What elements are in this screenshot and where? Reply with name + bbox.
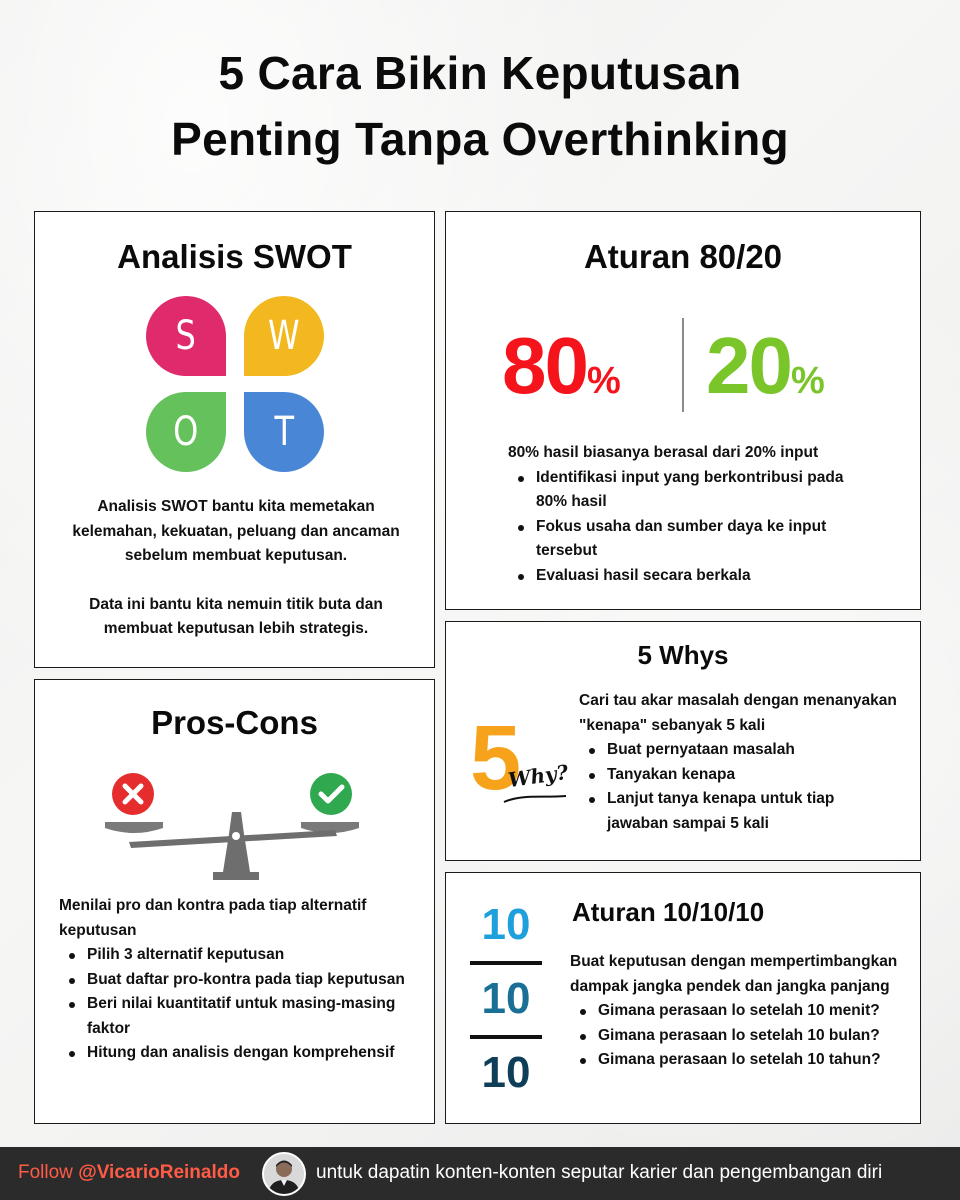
five-whys-underline: [502, 792, 572, 806]
ten-divider-2: [470, 1035, 542, 1039]
balance-scale-icon: [105, 772, 365, 884]
swot-letter-w: W: [268, 313, 300, 359]
swot-card: [34, 211, 435, 668]
five-whys-bullet: Buat pernyataan masalah: [579, 738, 899, 763]
pros-cons-list: [59, 943, 409, 1066]
pct-20-number: 20: [706, 321, 791, 410]
swot-heading: Analisis SWOT: [117, 238, 352, 275]
five-whys-number: 5: [470, 707, 519, 809]
pct-20-sign: %: [790, 360, 825, 402]
rule-101010-bullet: Gimana perasaan lo setelah 10 bulan?: [570, 1024, 910, 1049]
footer-bar: [0, 1147, 960, 1200]
rule-101010-heading: Aturan 10/10/10: [572, 897, 765, 927]
rule-101010-bullet: Gimana perasaan lo setelah 10 menit?: [570, 999, 910, 1024]
five-whys-heading: 5 Whys: [637, 640, 729, 670]
avatar: [262, 1152, 306, 1196]
swot-tile-o: [146, 392, 226, 472]
five-whys-bullet: Lanjut tanya kenapa untuk tiap jawaban sampai 5 kali: [579, 787, 899, 836]
swot-description: [71, 495, 401, 642]
pros-cons-description: [59, 894, 409, 1066]
swot-paragraph-1: Analisis SWOT bantu kita memetakan kelemahan, kekuatan, peluang dan ancaman sebelum membuat keputusan.: [72, 498, 400, 564]
swot-diagram: [146, 296, 326, 472]
five-whys-bullet: Tanyakan kenapa: [579, 763, 899, 788]
rule-8020-heading: Aturan 80/20: [583, 238, 783, 275]
page-title-line-1: 5 Cara Bikin Keputusan: [218, 47, 742, 99]
rule-8020-bullet: Identifikasi input yang berkontribusi pada 80% hasil: [508, 466, 868, 515]
five-whys-description: [579, 689, 899, 836]
rule-8020-list: [508, 466, 868, 589]
rule-101010-list: [570, 999, 910, 1073]
footer-follow: [18, 1162, 240, 1184]
ten-number-1: 10: [481, 900, 531, 949]
page-title-line-2: Penting Tanpa Overthinking: [171, 113, 789, 165]
pros-cons-intro: Menilai pro dan kontra pada tiap alternatif keputusan: [59, 897, 367, 939]
swot-letter-o: O: [173, 409, 199, 455]
swot-tile-w: [244, 296, 324, 376]
pros-cons-bullet: Hitung dan analisis dengan komprehensif: [59, 1041, 409, 1066]
footer-handle[interactable]: @VicarioReinaldo: [78, 1162, 240, 1183]
five-whys-list: [579, 738, 899, 836]
five-whys-card: [445, 621, 921, 861]
swot-letter-s: S: [175, 313, 197, 359]
rule-101010-intro: Buat keputusan dengan mempertimbangkan dampak jangka pendek dan jangka panjang: [570, 953, 898, 995]
pct-80-number: 80: [502, 321, 587, 410]
pros-cons-card: [34, 679, 435, 1124]
five-whys-intro: Cari tau akar masalah dengan menanyakan "kenapa" sebanyak 5 kali: [579, 692, 897, 734]
pros-cons-bullet: Pilih 3 alternatif keputusan: [59, 943, 409, 968]
swot-letter-t: T: [274, 409, 294, 455]
rule-8020-intro: 80% hasil biasanya berasal dari 20% input: [508, 444, 819, 461]
rule-8020-bullet: Evaluasi hasil secara berkala: [508, 564, 868, 589]
ten-number-3: 10: [481, 1048, 531, 1097]
pct-80: [502, 321, 621, 421]
five-whys-icon: [468, 707, 570, 810]
footer-tagline: untuk dapatin konten-konten seputar karier dan pengembangan diri: [316, 1162, 883, 1183]
swot-tile-t: [244, 392, 324, 472]
footer-follow-label: Follow: [18, 1162, 73, 1183]
five-whys-word: Why?: [506, 759, 570, 793]
rule-8020-bullet: Fokus usaha dan sumber daya ke input tersebut: [508, 515, 868, 564]
pct-80-sign: %: [586, 360, 621, 402]
ten-stack: [470, 899, 542, 1099]
swot-tile-s: [146, 296, 226, 376]
avatar-person-icon: [264, 1154, 304, 1194]
pct-divider: [682, 318, 684, 412]
rule-8020-card: [445, 211, 921, 610]
rule-8020-description: [508, 441, 868, 588]
swot-paragraph-2: Data ini bantu kita nemuin titik buta dan membuat keputusan lebih strategis.: [89, 595, 383, 637]
pros-cons-bullet: Beri nilai kuantitatif untuk masing-masing faktor: [59, 992, 409, 1041]
ten-number-2: 10: [481, 974, 531, 1023]
pros-cons-heading: Pros-Cons: [151, 704, 318, 741]
pros-cons-bullet: Buat daftar pro-kontra pada tiap keputusan: [59, 968, 409, 993]
rule-101010-card: [445, 872, 921, 1124]
ten-divider-1: [470, 961, 542, 965]
page-title: [0, 40, 960, 172]
rule-101010-description: [570, 950, 910, 1073]
rule-101010-bullet: Gimana perasaan lo setelah 10 tahun?: [570, 1048, 910, 1073]
pct-20: [706, 321, 825, 421]
